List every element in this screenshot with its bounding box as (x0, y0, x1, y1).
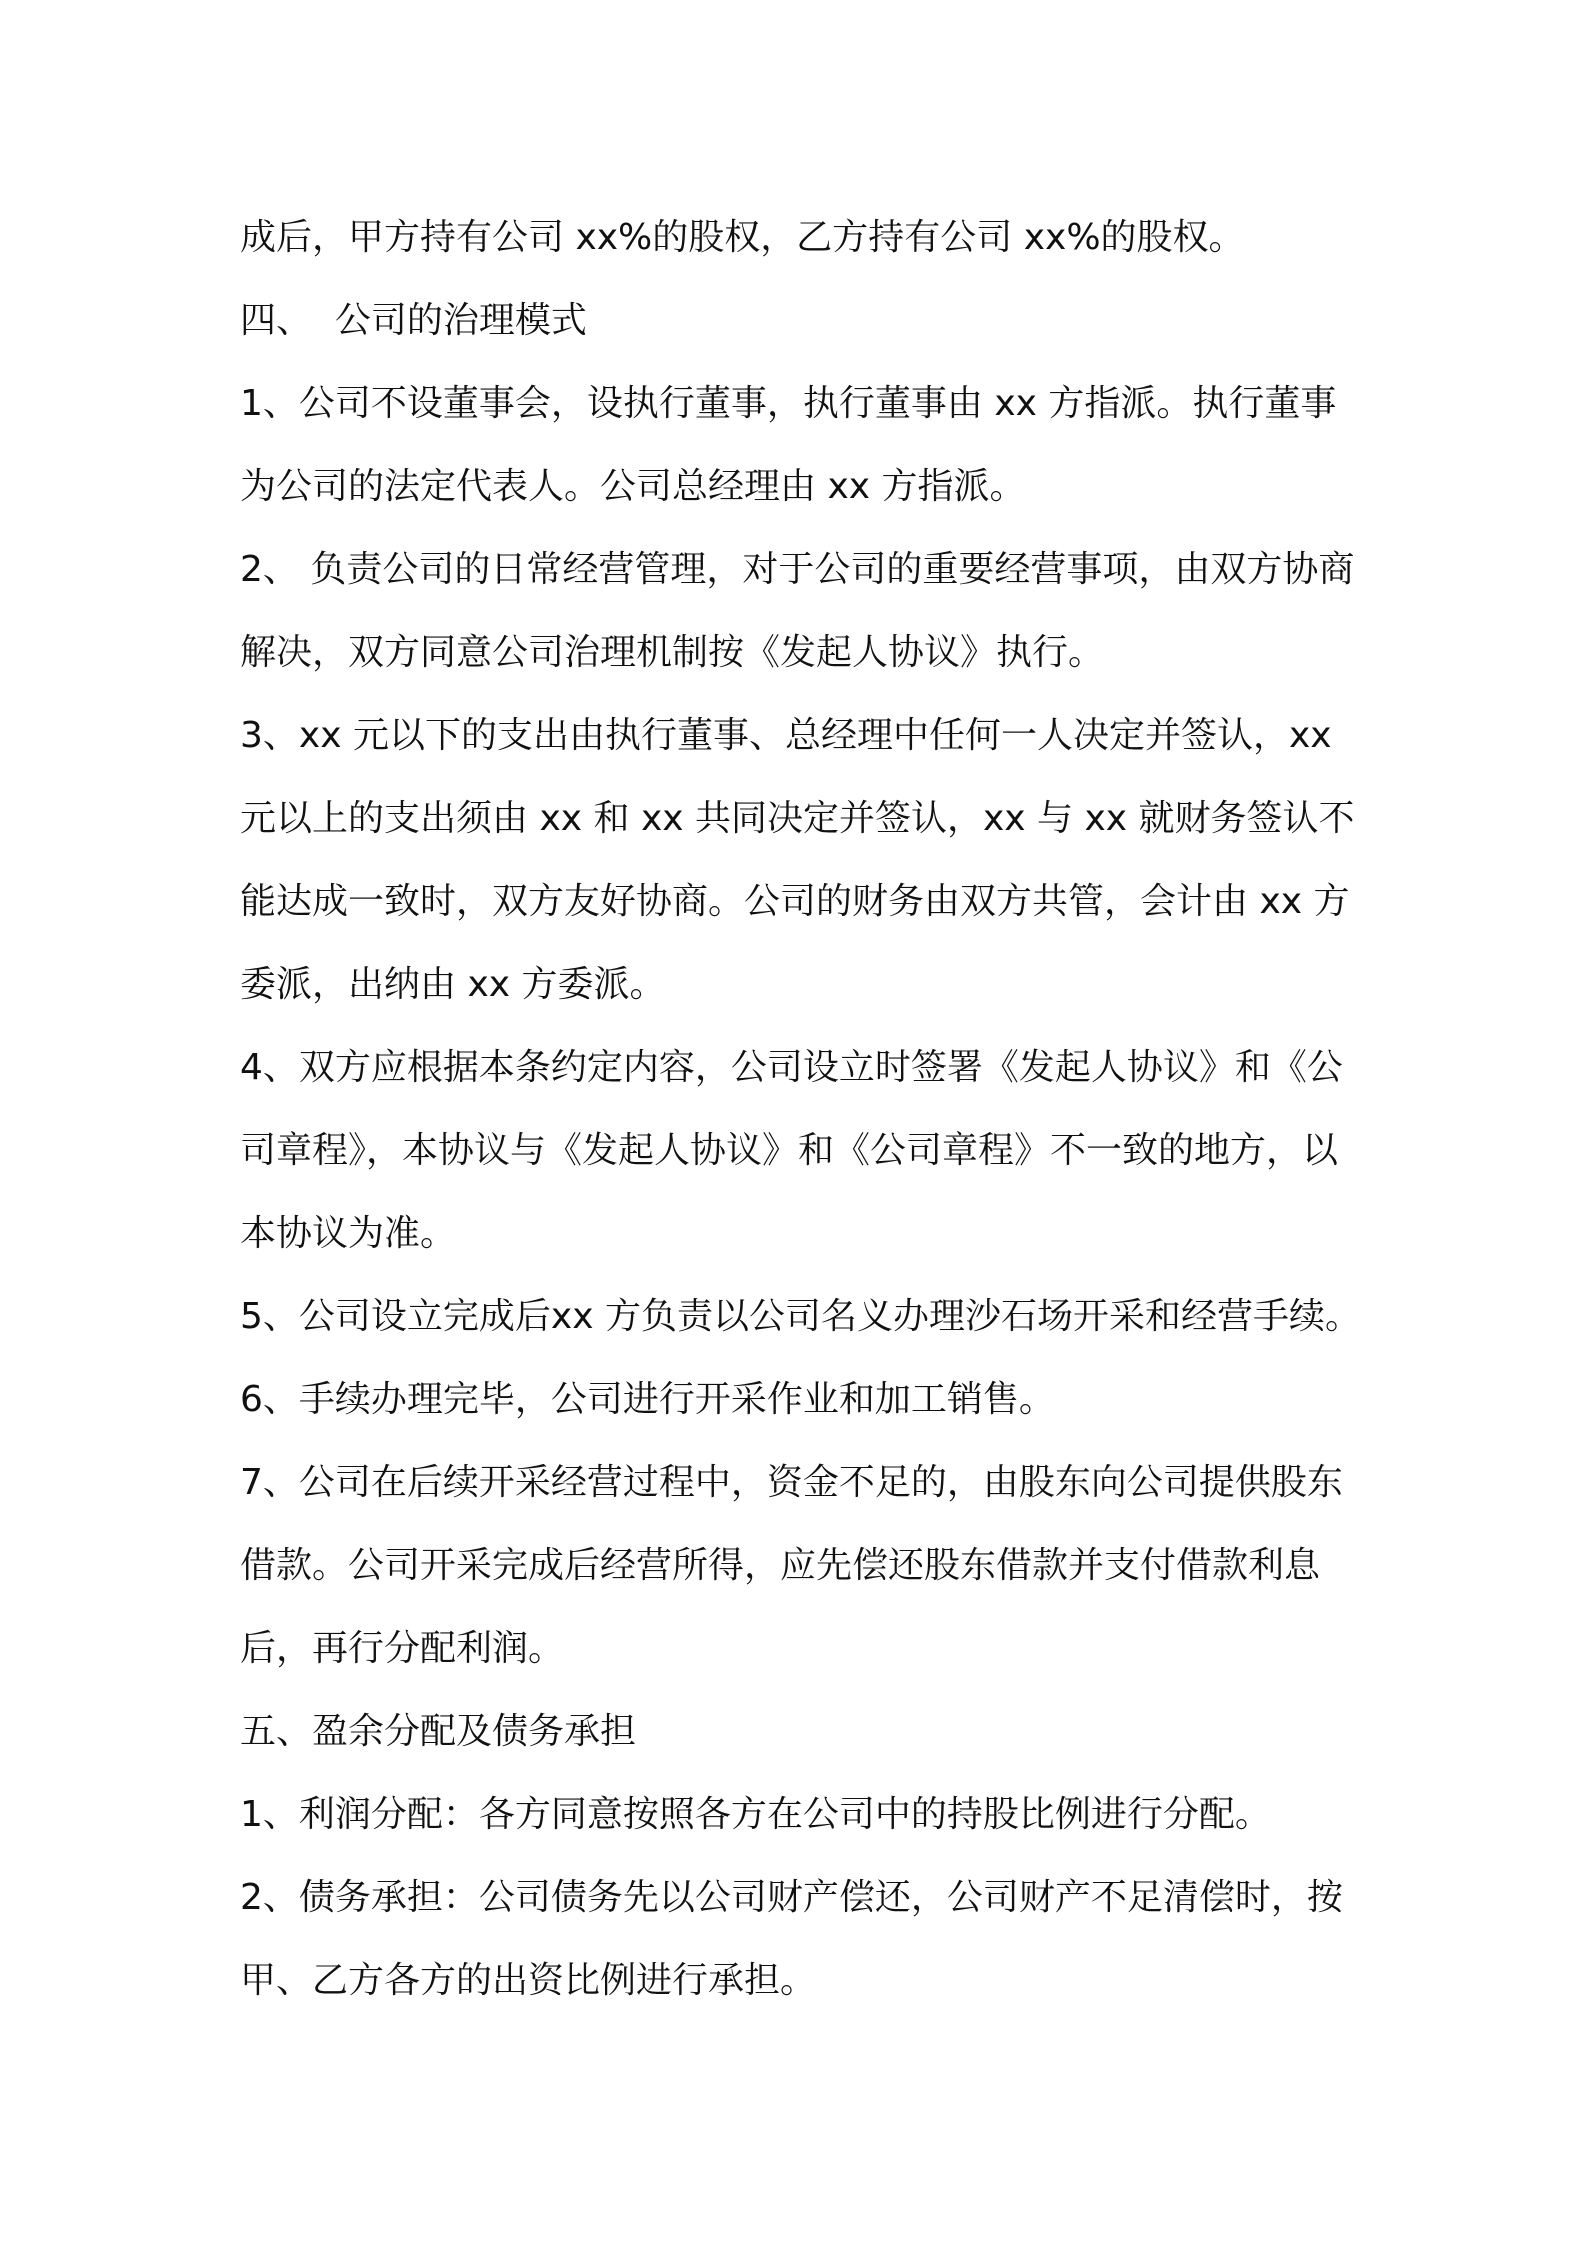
paragraph-debt-bearing: 2、债务承担：公司债务先以公司财产偿还，公司财产不足清偿时，按甲、乙方各方的出资比例进行承担。 (240, 1877, 1343, 2001)
paragraph-governance-5: 5、公司设立完成后xx 方负责以公司名义办理沙石场开采和经营手续。 (240, 1296, 1361, 1337)
section-heading-profit-debt: 五、盈余分配及债务承担 (240, 1711, 637, 1752)
paragraph-governance-6: 6、手续办理完毕，公司进行开采作业和加工销售。 (240, 1379, 1055, 1420)
paragraph-profit-distribution: 1、利润分配：各方同意按照各方在公司中的持股比例进行分配。 (240, 1794, 1271, 1835)
paragraph-governance-3: 3、xx 元以下的支出由执行董事、总经理中任何一人决定并签认，xx 元以上的支出须由 xx 和 xx 共同决定并签认，xx 与 xx 就财务签认不能达成一致时，双方友好协商。公司的财务由双方共管，会计由 xx 方委派，出纳由 xx 方委派。 (240, 715, 1355, 1005)
paragraph-governance-1: 1、公司不设董事会，设执行董事，执行董事由 xx 方指派。执行董事为公司的法定代表人。公司总经理由 xx 方指派。 (240, 383, 1337, 507)
paragraph-governance-7: 7、公司在后续开采经营过程中，资金不足的，由股东向公司提供股东借款。公司开采完成后经营所得，应先偿还股东借款并支付借款利息后，再行分配利润。 (240, 1462, 1343, 1669)
document-body (240, 196, 1370, 2022)
section-heading-governance: 四、 公司的治理模式 (240, 300, 587, 341)
paragraph-equity-continuation: 成后，甲方持有公司 xx%的股权，乙方持有公司 xx%的股权。 (240, 217, 1245, 258)
paragraph-governance-4: 4、双方应根据本条约定内容，公司设立时签署《发起人协议》和《公司章程》，本协议与《发起人协议》和《公司章程》不一致的地方，以本协议为准。 (240, 1047, 1343, 1254)
paragraph-governance-2: 2、 负责公司的日常经营管理，对于公司的重要经营事项，由双方协商解决，双方同意公司治理机制按《发起人协议》执行。 (240, 549, 1355, 673)
